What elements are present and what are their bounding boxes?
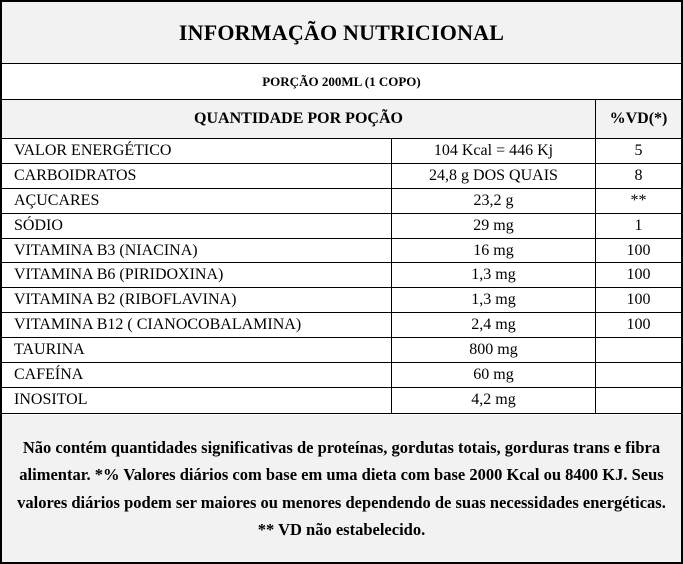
table-row xyxy=(2,263,681,288)
table-row xyxy=(2,388,681,414)
nutrient-daily-value: 8 xyxy=(634,166,643,184)
nutrient-quantity: 60 mg xyxy=(392,363,596,387)
table-row xyxy=(2,139,681,164)
nutrient-name: VITAMINA B2 (RIBOFLAVINA) xyxy=(2,288,392,312)
table-row xyxy=(2,239,681,264)
table-title: INFORMAÇÃO NUTRICIONAL xyxy=(2,2,681,64)
nutrient-name: SÓDIO xyxy=(2,214,392,238)
daily-value-header: %VD(*) xyxy=(609,110,668,127)
nutrient-name: VITAMINA B3 (NIACINA) xyxy=(2,239,392,263)
nutrient-quantity: 1,3 mg xyxy=(392,288,596,312)
nutrient-daily-value: 5 xyxy=(634,141,643,159)
quantity-header: QUANTIDADE POR POÇÃO xyxy=(2,100,596,138)
nutrient-daily-value xyxy=(596,388,681,413)
nutrient-rows xyxy=(2,139,681,414)
nutrient-quantity: 800 mg xyxy=(392,338,596,362)
nutrient-quantity: 16 mg xyxy=(392,239,596,263)
nutrient-quantity: 1,3 mg xyxy=(392,263,596,287)
table-row xyxy=(2,363,681,388)
nutrient-quantity: 104 Kcal = 446 Kj xyxy=(392,139,596,163)
nutrient-name: VITAMINA B6 (PIRIDOXINA) xyxy=(2,263,392,287)
nutrient-name: INOSITOL xyxy=(2,388,392,413)
portion-size: PORÇÃO 200ML (1 COPO) xyxy=(2,64,681,100)
nutrient-name: VITAMINA B12 ( CIANOCOBALAMINA) xyxy=(2,313,392,337)
table-row xyxy=(2,164,681,189)
nutrient-name: TAURINA xyxy=(2,338,392,362)
table-row xyxy=(2,338,681,363)
nutrient-daily-value xyxy=(596,363,681,387)
nutrient-daily-value: 100 xyxy=(626,266,651,284)
nutrient-name: CAFEÍNA xyxy=(2,363,392,387)
nutrient-quantity: 2,4 mg xyxy=(392,313,596,337)
nutrient-name: AÇUCARES xyxy=(2,189,392,213)
nutrient-name: VALOR ENERGÉTICO xyxy=(2,139,392,163)
nutrient-daily-value xyxy=(596,338,681,362)
footnote-text: Não contém quantidades significativas de proteínas, gordutas totais, gorduras trans e fibra alimentar. *% Valores diários com base em uma dieta com base 2000 Kcal ou 8400 KJ. Seus valores diários podem ser maiores ou menores dependendo de suas necessidades energéticas. ** VD não estabelecido. xyxy=(2,415,681,562)
table-row xyxy=(2,288,681,313)
nutrient-quantity: 29 mg xyxy=(392,214,596,238)
nutrient-daily-value: ** xyxy=(630,191,647,209)
nutrient-daily-value: 100 xyxy=(626,316,651,334)
table-row xyxy=(2,214,681,239)
table-row xyxy=(2,313,681,338)
column-header-row xyxy=(2,100,681,139)
nutrient-name: CARBOIDRATOS xyxy=(2,164,392,188)
nutrient-quantity: 4,2 mg xyxy=(392,388,596,413)
nutrient-quantity: 23,2 g xyxy=(392,189,596,213)
nutrient-daily-value: 100 xyxy=(626,241,651,259)
table-row xyxy=(2,189,681,214)
nutrient-quantity: 24,8 g DOS QUAIS xyxy=(392,164,596,188)
nutrient-daily-value: 1 xyxy=(634,216,643,234)
nutrient-daily-value: 100 xyxy=(626,291,651,309)
